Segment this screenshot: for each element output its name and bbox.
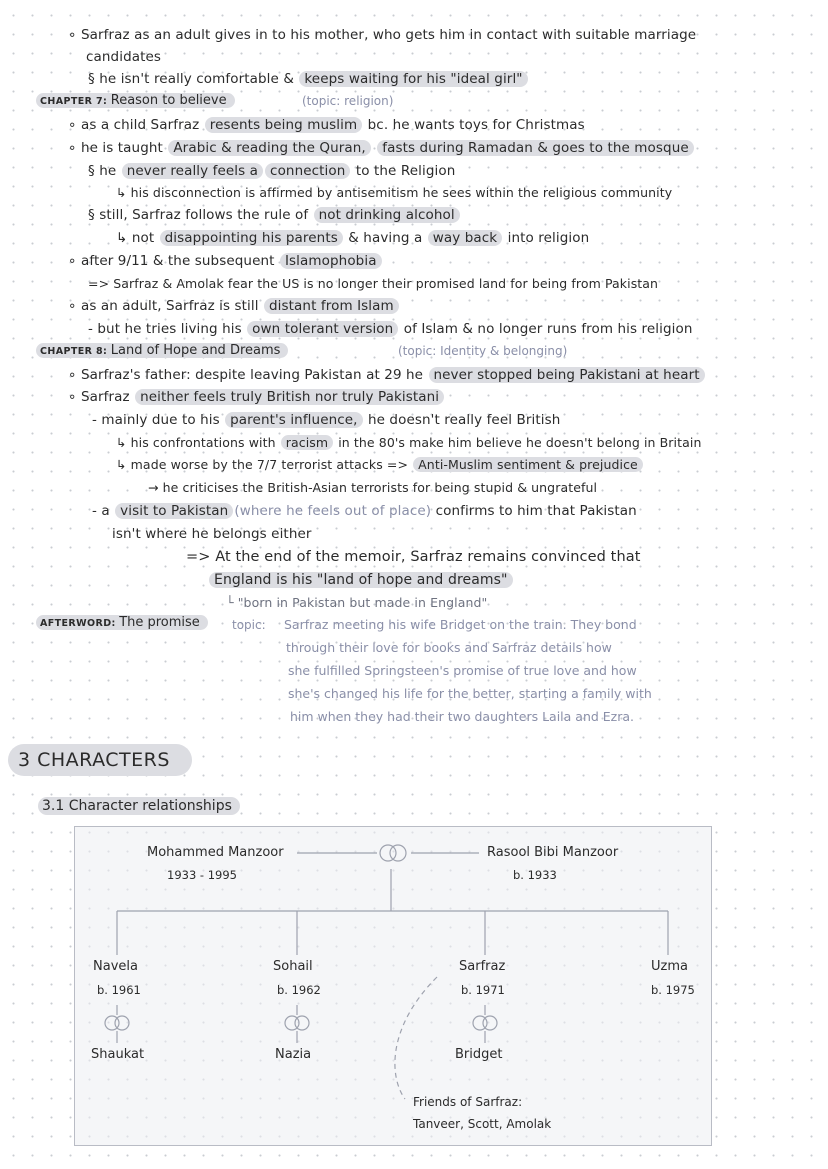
ch7-bullet-4a: - but he tries living his own tolerant version of Islam & no longer runs from his religion bbox=[88, 321, 693, 337]
ch7-sub-1: § he never really feels a connection to the Religion bbox=[88, 163, 456, 179]
navela-ring-right bbox=[115, 1016, 129, 1030]
father-name: Mohammed Manzoor bbox=[147, 845, 284, 860]
ch7-bullet-2: ∘ he is taught Arabic & reading the Quran, fasts during Ramadan & goes to the mosque bbox=[68, 139, 695, 157]
ch7-bullet-4: ∘ as an adult, Sarfraz is still distant from Islam bbox=[68, 297, 400, 315]
ch7-sub-2: § still, Sarfraz follows the rule of not drinking alcohol bbox=[88, 206, 461, 224]
chapter-8-heading: CHAPTER 8: Land of Hope and Dreams bbox=[36, 343, 288, 360]
ch7-bullet-1: ∘ as a child Sarfraz resents being muslim bc. he wants toys for Christmas bbox=[68, 117, 585, 133]
afterword-line-1: Sarfraz meeting his wife Bridget on the train. They bond bbox=[284, 617, 637, 632]
child-name-navela: Navela bbox=[93, 959, 138, 974]
chapter-7-heading: CHAPTER 7: Reason to believe bbox=[36, 93, 235, 110]
mother-name: Rasool Bibi Manzoor bbox=[487, 845, 619, 860]
subsection-title: 3.1 Character relationships bbox=[38, 797, 240, 815]
chapter-8-topic: (topic: Identity & belonging) bbox=[398, 344, 568, 358]
ch8-bullet-1: ∘ Sarfraz's father: despite leaving Pakistan at 29 he never stopped being Pakistani at heart bbox=[68, 366, 706, 384]
intro-bullet-1: ∘ Sarfraz as an adult gives in to his mother, who gets him in contact with suitable marriage bbox=[68, 27, 697, 43]
ch8-conclusion-2: England is his "land of hope and dreams" bbox=[208, 571, 514, 589]
intro-bullet-1-cont: candidates bbox=[86, 49, 162, 65]
father-years: 1933 - 1995 bbox=[167, 868, 237, 882]
ch8-conclusion-1: => At the end of the memoir, Sarfraz remains convinced that bbox=[186, 549, 641, 565]
ch7-bullet-3: ∘ after 9/11 & the subsequent Islamophobia bbox=[68, 252, 383, 270]
afterword-heading: AFTERWORD: The promise bbox=[36, 615, 208, 632]
friends-names: Tanveer, Scott, Amolak bbox=[413, 1117, 552, 1131]
chapter-7-topic: (topic: religion) bbox=[302, 94, 394, 108]
family-tree-box bbox=[74, 826, 712, 1146]
child-years-sohail: b. 1962 bbox=[277, 983, 321, 997]
child-years-navela: b. 1961 bbox=[97, 983, 141, 997]
ch7-sub-1a: ↳ his disconnection is affirmed by antisemitism he sees within the religious community bbox=[116, 185, 673, 200]
spouse-navela: Shaukat bbox=[91, 1047, 145, 1062]
ch8-dash-1b: ↳ made worse by the 7/7 terrorist attacks => Anti-Muslim sentiment & prejudice bbox=[116, 456, 644, 474]
parents-ring-left bbox=[380, 845, 396, 861]
intro-sub-1: § he isn't really comfortable & keeps waiting for his "ideal girl" bbox=[88, 70, 529, 88]
friends-arc bbox=[395, 977, 437, 1099]
afterword-topic-label: topic: bbox=[232, 618, 266, 632]
afterword-line-3: she fulfilled Springsteen's promise of true love and how bbox=[288, 663, 637, 678]
ch8-dash-1: - mainly due to his parent's influence, he doesn't really feel British bbox=[92, 412, 561, 428]
child-name-sohail: Sohail bbox=[273, 959, 313, 974]
ch8-dash-1a: ↳ his confrontations with racism in the 80's make him believe he doesn't belong in Britain bbox=[116, 435, 702, 450]
ch7-sub-2a: ↳ not disappointing his parents & having a way back into religion bbox=[116, 230, 590, 246]
sarfraz-ring-right bbox=[483, 1016, 497, 1030]
afterword-line-5: him when they had their two daughters Laila and Ezra. bbox=[290, 709, 635, 724]
afterword-line-4: she's changed his life for the better, starting a family with bbox=[288, 686, 652, 701]
sohail-ring-right bbox=[295, 1016, 309, 1030]
ch7-bullet-3a: => Sarfraz & Amolak fear the US is no longer their promised land for being from Pakistan bbox=[88, 276, 659, 291]
ch8-bullet-2: ∘ Sarfraz neither feels truly British nor truly Pakistani bbox=[68, 388, 445, 406]
ch8-dash-2: - a visit to Pakistan (where he feels out of place) confirms to him that Pakistan bbox=[92, 503, 637, 519]
ch8-dash-2-cont: isn't where he belongs either bbox=[112, 526, 312, 542]
child-name-sarfraz: Sarfraz bbox=[459, 959, 506, 974]
section-title: 3 CHARACTERS bbox=[8, 744, 192, 776]
ch8-quote: └ "born in Pakistan but made in England" bbox=[226, 595, 488, 610]
child-years-sarfraz: b. 1971 bbox=[461, 983, 505, 997]
child-name-uzma: Uzma bbox=[651, 959, 688, 974]
parents-ring-right bbox=[390, 845, 406, 861]
child-years-uzma: b. 1975 bbox=[651, 983, 695, 997]
mother-years: b. 1933 bbox=[513, 868, 557, 882]
ch8-dash-1c: → he criticises the British-Asian terrorists for being stupid & ungrateful bbox=[148, 480, 598, 495]
spouse-sarfraz: Bridget bbox=[455, 1047, 503, 1062]
afterword-line-2: through their love for books and Sarfraz details how bbox=[286, 640, 612, 655]
spouse-sohail: Nazia bbox=[275, 1047, 312, 1062]
friends-label: Friends of Sarfraz: bbox=[413, 1095, 523, 1109]
